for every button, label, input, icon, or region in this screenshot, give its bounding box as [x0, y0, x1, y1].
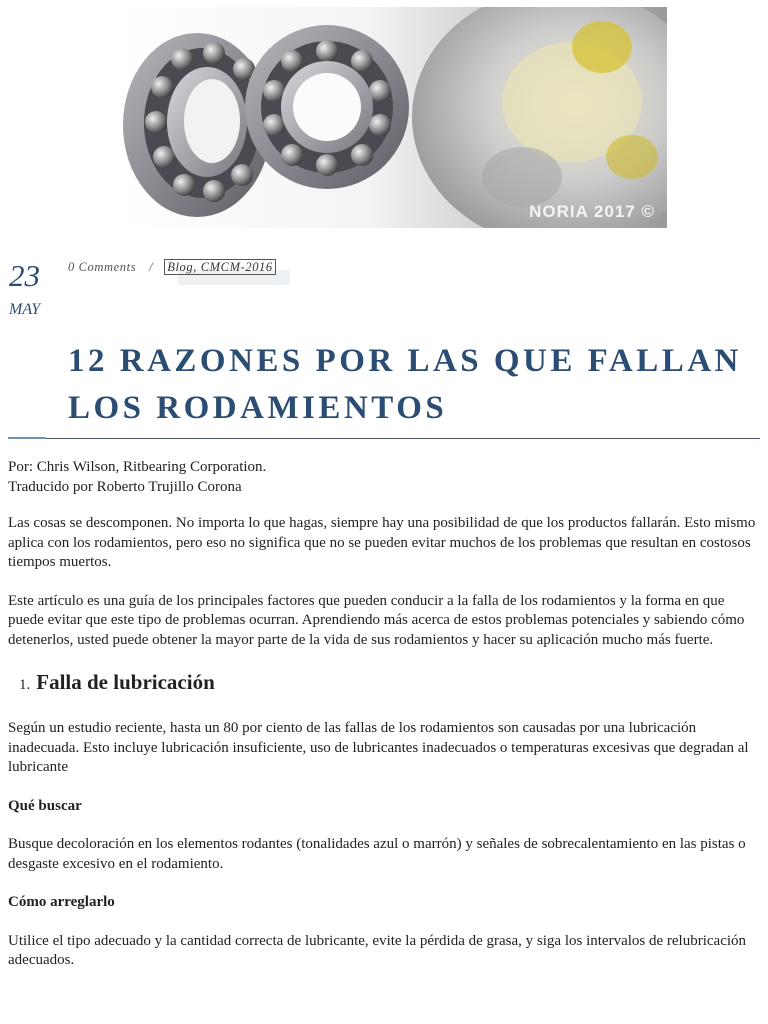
- hero-image: [122, 7, 667, 228]
- how-to-fix-heading: Cómo arreglarlo: [8, 894, 115, 910]
- title-divider: [8, 438, 760, 439]
- post-date-day: 23: [9, 258, 40, 293]
- paragraph-how-to-fix: Utilice el tipo adecuado y la cantidad correcta de lubricante, evite la pérdida de grasa, y siga los intervalos de relubricación adecuados.: [8, 932, 747, 968]
- paragraph-guide: Este artículo es una guía de los principales factores que pueden conducir a la falla de los rodamientos y la forma en que puede evitar que este tipo de problemas ocurran. Aprendiendo más acerca de estos problemas potenciales y sabiendo cómo detenerlos, usted puede obtener la mayor parte de la vida de sus rodamientos y hacer su aplicación mucho más fuerte.: [8, 592, 745, 648]
- byline-translator: Traducido por Roberto Trujillo Corona: [8, 478, 242, 495]
- byline-author: Por: Chris Wilson, Ritbearing Corporation.: [8, 459, 267, 475]
- post-title: 12 RAZONES POR LAS QUE FALLAN LOS RODAMIENTOS: [68, 343, 742, 426]
- section-heading-lubrication: [8, 669, 760, 698]
- what-to-look-heading: Qué buscar: [8, 797, 82, 814]
- hero-watermark: NORIA 2017 ©: [529, 202, 655, 221]
- byline: [8, 458, 760, 497]
- paragraph-what-to-look: Busque decoloración en los elementos rodantes (tonalidades azul o marrón) y señales de sobrecalentamiento en las pistas o desgaste excesivo en el rodamiento.: [8, 836, 746, 872]
- bearing-illustration: [122, 7, 667, 228]
- article-body: [8, 458, 760, 990]
- paragraph-intro: Las cosas se descomponen. No importa lo que hagas, siempre hay una posibilidad de que los productos fallarán. Esto mismo aplica con los rodamientos, pero eso no significa que no se pueden evitar muchos de los problemas que resultan en costosos tiempos muertos.: [8, 515, 756, 570]
- section-number: 1.: [19, 677, 31, 693]
- paragraph-study: Según un estudio reciente, hasta un 80 por ciento de las fallas de los rodamientos son causadas por una lubricación inadecuada. Esto incluye lubricación insuficiente, uso de lubricantes inadecuados o temperaturas excesivas que degradan al lubricante: [8, 720, 749, 775]
- title-divider-accent: [8, 437, 46, 439]
- comments-link[interactable]: 0 Comments: [68, 260, 137, 274]
- section-title: Falla de lubricación: [36, 670, 215, 694]
- post-meta: [68, 259, 276, 275]
- categories-link[interactable]: Blog, CMCM-2016: [164, 259, 276, 275]
- meta-separator: /: [149, 260, 154, 274]
- post-date-month: MAY: [9, 301, 41, 318]
